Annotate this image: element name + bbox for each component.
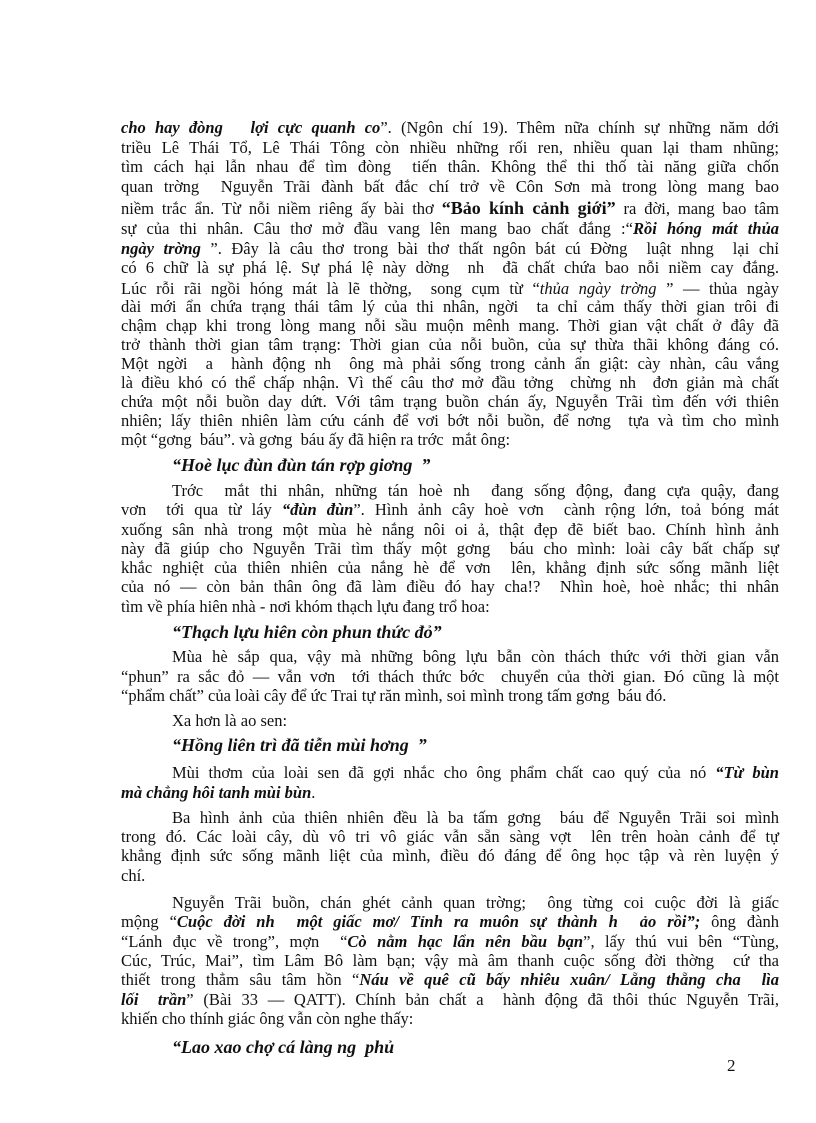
text-line bbox=[121, 686, 779, 706]
body-text: chứa một nỗi buồn day dứt. Với tâm trạng buồn chán ấy, Nguyễn Trãi tìm đến với thiên bbox=[121, 392, 779, 411]
body-text: này đã giúp cho Nguyễn Trãi tìm thấy một gơng báu cho mình: loài cây bất chấp sự bbox=[121, 539, 779, 558]
emphasized-text: “Từ bùn bbox=[715, 763, 779, 782]
text-line bbox=[172, 893, 779, 913]
body-text: “Lánh đục về trong”, mợn “ bbox=[121, 932, 348, 951]
text-line bbox=[121, 912, 779, 932]
text-line bbox=[121, 118, 779, 138]
text-line bbox=[172, 763, 779, 783]
text-line bbox=[121, 373, 779, 393]
body-text: vơn tới qua từ láy bbox=[121, 500, 282, 519]
body-text: của nó — còn bản thân ông đã làm điều đó hay cha!? Nhìn hoè, hoè nhắc; thi nhân bbox=[121, 577, 779, 596]
text-line bbox=[121, 138, 779, 158]
body-text: một “gơng báu”. và gơng báu ấy đã hiện ra trớc mắt ông: bbox=[121, 430, 511, 449]
body-text: là điều khó có thể chấp nhận. Vì thế câu thơ mở đầu tởng chừng nh đơn giản mà chất bbox=[121, 373, 779, 392]
text-line bbox=[121, 392, 779, 412]
body-text: tìm về phía hiên nhà - nơi khóm thạch lựu đang trổ hoa: bbox=[121, 597, 490, 616]
emphasized-text: “Bảo kính cảnh giới” bbox=[441, 198, 616, 218]
text-line bbox=[121, 846, 779, 866]
body-text: Ba hình ảnh của thiên nhiên đều là ba tấm gơng báu để Nguyễn Trãi soi mình bbox=[172, 808, 779, 827]
body-text: Cúc, Trúc, Mai”, tìm Lâm Bô làm bạn; vậy mà âm thanh cuộc sống đời thờng cứ tha bbox=[121, 951, 779, 970]
body-text: Nguyễn Trãi buồn, chán ghét cảnh quan trờng; ông từng coi cuộc đời là giấc bbox=[172, 893, 779, 912]
text-line bbox=[121, 177, 779, 197]
emphasized-text: mà chẳng hôi tanh mùi bùn bbox=[121, 783, 312, 802]
body-text: tìm cách hại lẫn nhau để tìm đòng tiến thân. Không thể thi thố tài năng giữa chốn bbox=[121, 157, 779, 176]
body-text: Xa hơn là ao sen: bbox=[172, 711, 288, 730]
text-line bbox=[172, 711, 779, 731]
text-line bbox=[121, 827, 779, 847]
text-line bbox=[121, 198, 779, 219]
text-line bbox=[121, 239, 779, 259]
emphasized-text: ngày trờng bbox=[121, 239, 201, 258]
body-text: thiết trong thẳm sâu tâm hồn “ bbox=[121, 970, 360, 989]
emphasized-text: “Lao xao chợ cá làng ng phủ bbox=[172, 1037, 395, 1057]
emphasized-text: Cuộc đời nh một giấc mơ/ Tỉnh ra muôn sự thành h ảo rồi”; bbox=[176, 912, 701, 931]
emphasized-text: Rồi hóng mát thủa bbox=[632, 219, 779, 238]
emphasized-text: Náu về quê cũ bấy nhiêu xuân/ Lẵng thẵng cha lìa bbox=[359, 970, 779, 989]
body-text: ông đành bbox=[700, 912, 779, 931]
body-text: ” — thủa ngày bbox=[656, 279, 779, 298]
body-text: trong đó. Các loài cây, dù vô tri vô giác vẫn sẵn sàng vợt lên trên hoàn cảnh để tự bbox=[121, 827, 779, 846]
body-text: Trớc mắt thi nhân, những tán hoè nh đang sống động, đang cựa quậy, đang bbox=[172, 481, 779, 500]
poem-quote-line bbox=[172, 622, 779, 642]
body-text: ”. (Ngôn chí 19). Thêm nữa chính sự những năm dới bbox=[380, 118, 779, 137]
body-text: ”. Hình ảnh cây hoè vơn cành rộng lớn, toả bóng mát bbox=[353, 500, 779, 519]
body-text: khiến cho thính giác ông vẫn còn nghe thấy: bbox=[121, 1009, 414, 1028]
emphasized-text: cho hay đòng lợi cực quanh co bbox=[121, 118, 381, 137]
text-line bbox=[121, 577, 779, 597]
body-text: khắc nghiệt của thiên nhiên của nắng hè để vơn lên, khẳng định sức sống mãnh liệt bbox=[121, 558, 779, 577]
body-text: “phẩm chất” của loài cây để ức Trai tự răn mình, soi mình trong tấm gơng báu đó. bbox=[121, 686, 667, 705]
text-line bbox=[121, 951, 779, 971]
text-line bbox=[121, 866, 779, 886]
text-line bbox=[121, 219, 779, 239]
body-text: nhiên; lấy thiên nhiên làm cứu cánh để vơi bớt nỗi buồn, để nơng tựa và tìm cho mình bbox=[121, 411, 779, 430]
text-line bbox=[121, 970, 779, 990]
text-line bbox=[172, 808, 779, 828]
text-line bbox=[121, 990, 779, 1010]
emphasized-text: “Thạch lựu hiên còn phun thức đỏ” bbox=[172, 622, 442, 642]
body-text: quan trờng Nguyễn Trãi đành bất đắc chí trở về Côn Sơn mà trong lòng mang bao bbox=[121, 177, 779, 196]
text-line bbox=[121, 297, 779, 317]
body-text: niềm trắc ẩn. Từ nỗi niềm riêng ấy bài thơ bbox=[121, 199, 442, 218]
page-number: 2 bbox=[727, 1056, 736, 1075]
body-text: mộng “ bbox=[121, 912, 177, 931]
poem-quote-line bbox=[172, 455, 779, 475]
body-text: “phun” ra sắc đỏ — vẫn vơn tới thách thức bớc chuyển của thời gian. Đó cũng là một bbox=[121, 667, 779, 686]
body-text: ”, lấy thú vui bên “Tùng, bbox=[583, 932, 779, 951]
body-text: triều Lê Thái Tổ, Lê Thái Tông còn nhiều những rối ren, nhiều quan lại tham nhũng; bbox=[121, 138, 779, 157]
body-text: chậm chạp khi trong lòng mang nỗi sầu muộn mênh mang. Thời gian vật chất ở đây đã bbox=[121, 316, 779, 335]
body-text: Lúc rỗi rãi ngồi hóng mát là lẽ thờng, song cụm từ “ bbox=[121, 279, 540, 298]
text-line bbox=[121, 539, 779, 559]
body-text: sự của thi nhân. Câu thơ mở đầu vang lên mang bao chất đắng :“ bbox=[121, 219, 633, 238]
text-line bbox=[121, 520, 779, 540]
body-text: chí. bbox=[121, 866, 146, 885]
body-text: dài mới ẩn chứa trạng thái tâm lý của thi nhân, ngời ta chỉ cảm thấy thời gian trôi đi bbox=[121, 297, 779, 316]
text-line bbox=[121, 558, 779, 578]
body-text: . bbox=[311, 783, 316, 802]
text-line bbox=[121, 354, 779, 374]
emphasized-text: “Hoè lục đùn đùn tán rợp giơng ” bbox=[172, 455, 431, 475]
body-text: ra đời, mang bao tâm bbox=[615, 199, 779, 218]
body-text: có 6 chữ là sự phá lệ. Sự phá lệ này dờng nh đã chất chứa bao nỗi niềm cay đắng. bbox=[121, 258, 779, 277]
emphasized-text: Cò nằm hạc lẩn nên bầu bạn bbox=[347, 932, 584, 951]
emphasized-text: thủa ngày trờng bbox=[539, 279, 657, 298]
text-line bbox=[121, 411, 779, 431]
emphasized-text: “Hồng liên trì đã tiễn mùi hơng ” bbox=[172, 735, 427, 755]
text-line bbox=[121, 335, 779, 355]
text-line bbox=[172, 481, 779, 501]
text-line bbox=[121, 932, 779, 952]
text-line bbox=[121, 783, 779, 803]
body-text: khẳng định sức sống mãnh liệt của mình, điều đó đáng để ông học tập và rèn luyện ý bbox=[121, 846, 779, 865]
text-line bbox=[121, 430, 779, 450]
text-line bbox=[172, 647, 779, 667]
body-text: Một ngời a hành động nh ông mà phải sống trong cảnh ẩn giật: cày nhàn, câu vắng bbox=[121, 354, 779, 373]
body-text: xuống sân nhà trong một mùa hè nắng nôi oi ả, thật đẹp đẽ biết bao. Chính hình ảnh bbox=[121, 520, 779, 539]
text-line bbox=[121, 316, 779, 336]
text-line bbox=[121, 258, 779, 278]
poem-quote-line bbox=[172, 735, 779, 755]
poem-quote-line bbox=[172, 1037, 779, 1057]
body-text: Mùi thơm của loài sen đã gợi nhắc cho ông phẩm chất cao quý của nó bbox=[172, 763, 716, 782]
text-line bbox=[121, 157, 779, 177]
body-text: Mùa hè sắp qua, vậy mà những bông lựu bẫn còn thách thức với thời gian vẫn bbox=[172, 647, 779, 666]
text-line bbox=[121, 1009, 779, 1029]
body-text: ”. Đây là câu thơ trong bài thơ thất ngôn bát cú Đờng luật nhng lại chỉ bbox=[200, 239, 779, 258]
text-line bbox=[121, 667, 779, 687]
body-text: ” (Bài 33 — QATT). Chính bản chất a hành động đã thôi thúc Nguyễn Trãi, bbox=[186, 990, 779, 1009]
body-text: trở thành thời gian tâm trạng: Thời gian của nỗi buồn, của sự thừa thãi không đáng có. bbox=[121, 335, 779, 354]
emphasized-text: “đùn đùn bbox=[281, 500, 354, 519]
text-line bbox=[121, 597, 779, 617]
emphasized-text: lối trần bbox=[121, 990, 187, 1009]
text-line bbox=[121, 500, 779, 520]
text-line bbox=[121, 279, 779, 299]
